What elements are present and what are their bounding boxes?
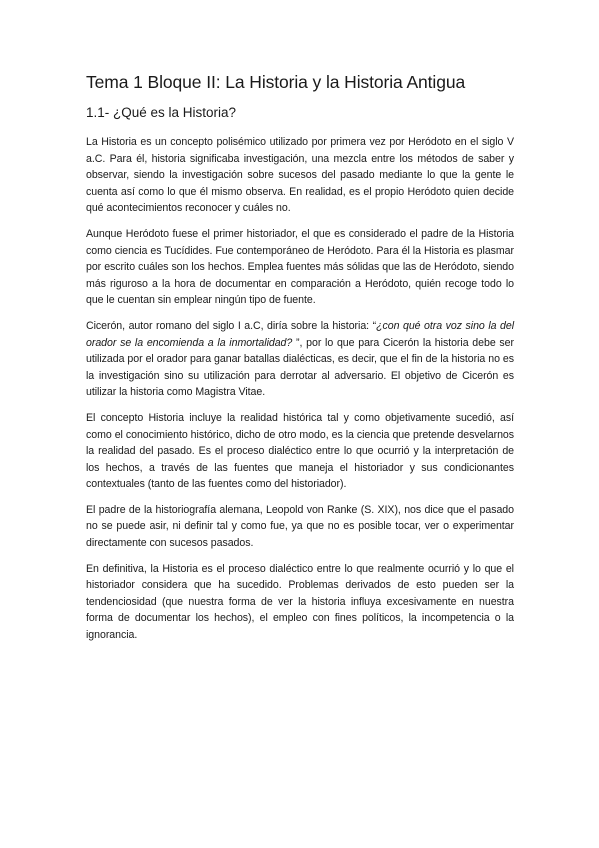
section-heading: 1.1- ¿Qué es la Historia? xyxy=(86,105,237,120)
page-title: Tema 1 Bloque II: La Historia y la Historia Antigua xyxy=(86,72,466,92)
paragraph-tucidides: Aunque Heródoto fuese el primer historiador, el que es considerado el padre de la Historia como ciencia es Tucídides. Fue contemporáneo de Heródoto. Para él la Historia es plasmar por escrito cuáles son los hechos. Emplea fuentes más sólidas que las de Heródoto, siendo más riguroso a la hora de documentar en comparación a Heródoto, quién recoge todo lo que le cuentan sin emplear ningún tipo de fuente. xyxy=(86,227,514,307)
paragraph-concepto-historia: El concepto Historia incluye la realidad histórica tal y como objetivamente sucedió, así como el conocimiento histórico, dicho de otro modo, es la ciencia que pretende desvelarnos la realidad del pasado. Es el proceso dialéctico entre lo que ocurrió y la interpretación de los hechos, a través de las fuentes que maneja el historiador y sus condicionantes contextuales (tanto de las fuentes como del historiador). xyxy=(86,411,514,491)
paragraph-ciceron-rest: ”, por lo que para Cicerón la historia debe ser utilizada por el orador para ganar batallas dialécticas, es decir, que el fin de la historia no es la investigación sino su utilización para derrotar al adversario. El objetivo de Cicerón es utilizar la historia como Magistra Vitae. xyxy=(86,336,514,399)
document-page xyxy=(86,70,514,653)
ciceron-quote: ¿con qué otra voz sino la del orador se la encomienda a la inmortalidad? xyxy=(86,319,514,349)
paragraph-ciceron xyxy=(86,318,514,401)
paragraph-ranke: El padre de la historiografía alemana, Leopold von Ranke (S. XIX), nos dice que el pasado no se puede asir, ni definir tal y como fue, ya que no es posible tocar, ver o experimentar directamente con sucesos pasados. xyxy=(86,503,514,550)
paragraph-conclusion: En definitiva, la Historia es el proceso dialéctico entre lo que realmente ocurrió y lo que el historiador considera que ha sucedido. Problemas derivados de esto pueden ser la tendenciosidad (que nuestra forma de ver la historia influya excesivamente en nuestra forma de documentar los hechos), el empleo con fines políticos, la incompetencia o la ignorancia. xyxy=(86,562,514,642)
paragraph-ciceron-intro: Cicerón, autor romano del siglo I a.C, diría sobre la historia: “ xyxy=(86,319,377,332)
paragraph-herodoto: La Historia es un concepto polisémico utilizado por primera vez por Heródoto en el siglo V a.C. Para él, historia significaba investigación, una mezcla entre los métodos de saber y observar, siendo la investigación sobre sucesos del pasado mediante lo que la gente le cuenta así como lo que él mismo observa. En realidad, es el propio Heródoto quien decide qué acontecimientos reconocer y cuáles no. xyxy=(86,136,514,215)
